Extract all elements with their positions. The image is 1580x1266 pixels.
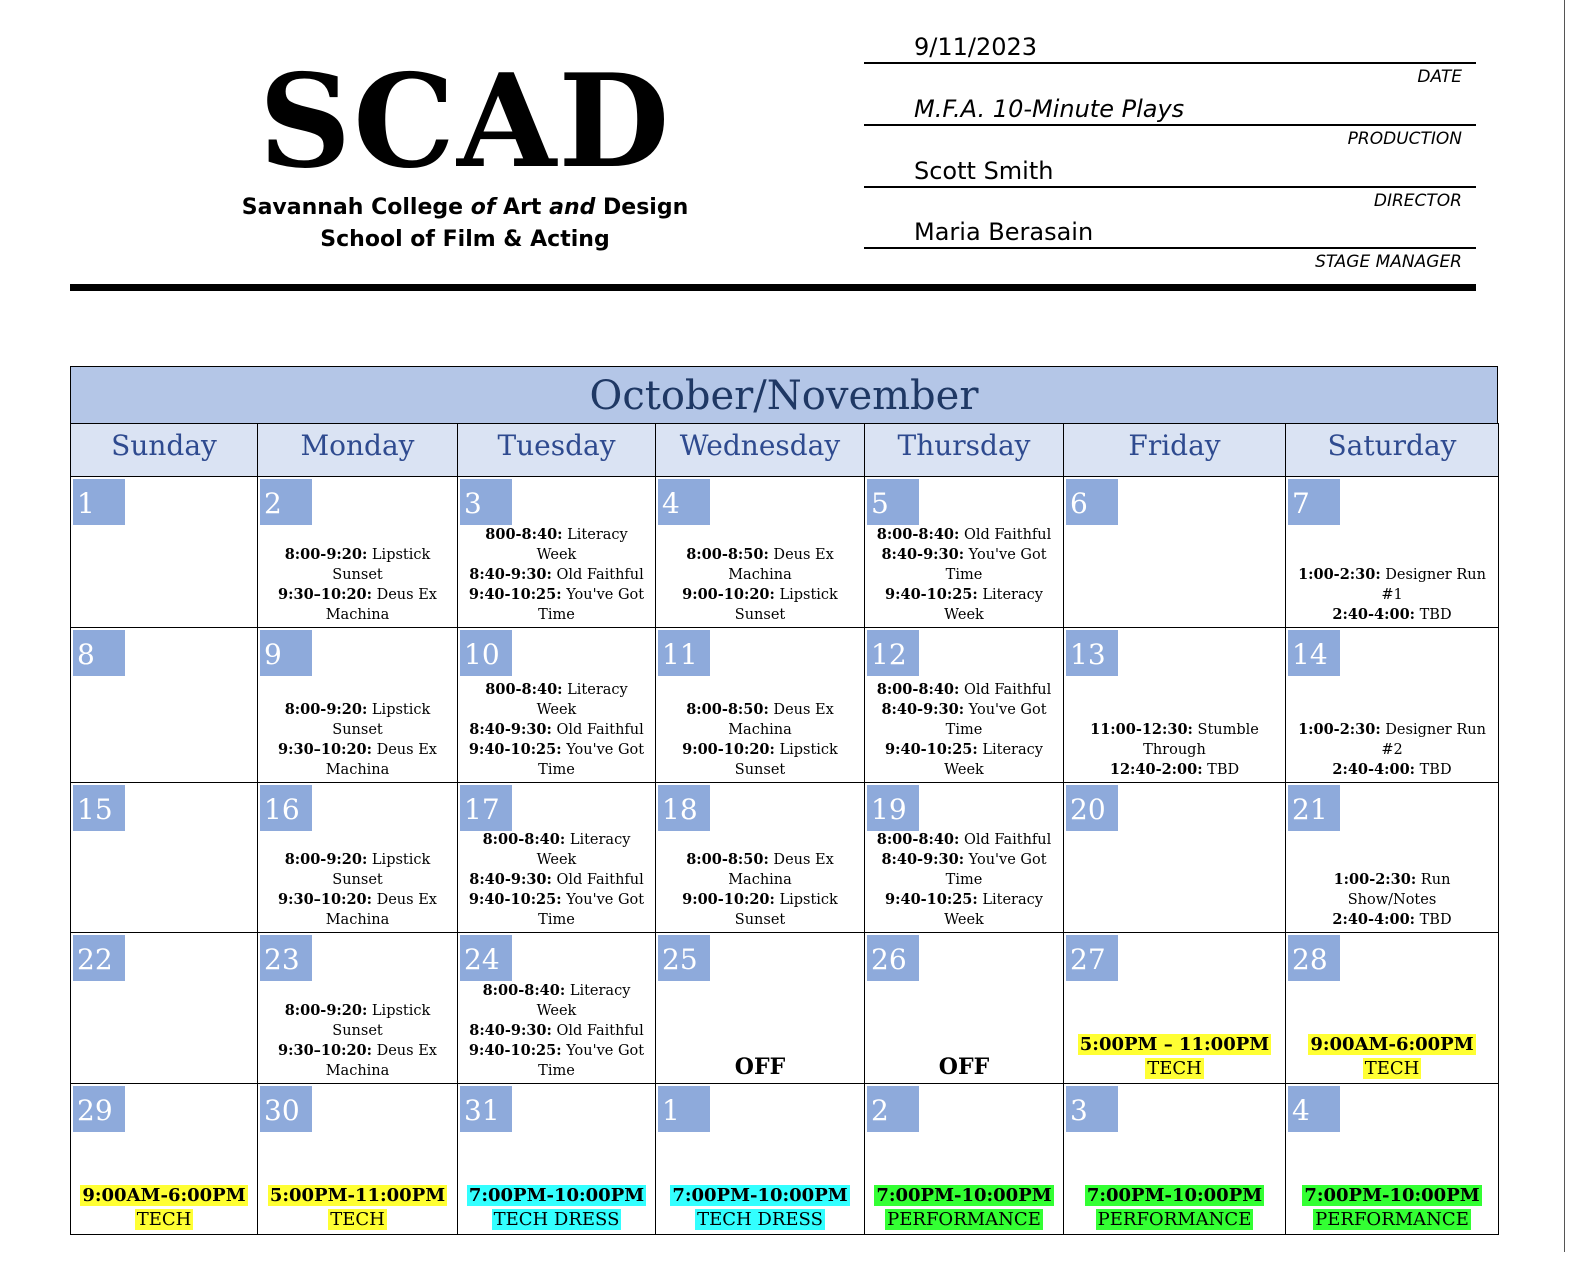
event-line — [464, 565, 649, 585]
highlight-label-text: TECH DRESS — [697, 1209, 823, 1230]
day-events — [1064, 1033, 1285, 1081]
event-title: You've Got Time — [538, 742, 645, 778]
highlight-label-text: TECH — [136, 1209, 192, 1230]
event-title: Deus Ex Machina — [325, 587, 437, 623]
calendar-day-cell[interactable] — [457, 1083, 656, 1235]
day-events — [258, 850, 457, 930]
calendar-day-cell[interactable] — [655, 476, 865, 628]
day-number: 3 — [1066, 1086, 1118, 1132]
day-number: 6 — [1066, 479, 1118, 525]
event-line — [662, 850, 858, 890]
event-line — [871, 700, 1057, 740]
calendar-day-cell[interactable] — [70, 782, 258, 933]
event-title: You've Got Time — [945, 852, 1047, 888]
event-title: TBD — [1415, 607, 1452, 623]
event-time: 11:00-12:30: — [1090, 721, 1193, 738]
highlight-time-text: 7:00PM-10:00PM — [876, 1185, 1052, 1206]
calendar-day-cell[interactable] — [457, 932, 656, 1084]
event-time: 8:40-9:30: — [881, 546, 965, 563]
event-time: 9:30–10:20: — [278, 586, 372, 603]
header-divider — [70, 284, 1476, 291]
calendar-day-cell[interactable] — [70, 627, 258, 783]
day-events — [865, 680, 1063, 780]
event-line — [1292, 720, 1492, 760]
event-title: Lipstick Sunset — [734, 742, 838, 778]
event-line — [871, 830, 1057, 850]
event-line — [264, 545, 451, 585]
event-line — [871, 585, 1057, 625]
highlight-time-text: 7:00PM-10:00PM — [1304, 1185, 1480, 1206]
event-time: 8:00-8:40: — [876, 681, 960, 698]
event-time: 1:00-2:30: — [1298, 566, 1381, 583]
event-time: 8:00-9:20: — [284, 851, 368, 868]
calendar-day-cell[interactable] — [864, 782, 1064, 933]
highlight-label-text: TECH DRESS — [493, 1209, 620, 1230]
event-title: Old Faithful — [959, 527, 1052, 543]
calendar-day-cell[interactable] — [1285, 1083, 1499, 1235]
calendar-day-cell[interactable] — [257, 627, 458, 783]
day-events — [656, 700, 864, 780]
event-title: You've Got Time — [538, 587, 645, 623]
event-line — [662, 545, 858, 585]
day-number: 15 — [73, 785, 125, 831]
calendar-day-cell[interactable] — [70, 1083, 258, 1235]
event-title: Literacy Week — [944, 587, 1043, 623]
day-number: 12 — [867, 630, 919, 676]
event-title: Literacy Week — [536, 983, 631, 1019]
highlighted-label — [1292, 1057, 1492, 1081]
day-events — [458, 981, 655, 1081]
event-line — [264, 585, 451, 625]
calendar-day-cell[interactable] — [457, 476, 656, 628]
event-title: Literacy Week — [944, 742, 1043, 778]
event-title: Lipstick Sunset — [332, 1003, 431, 1039]
event-line — [662, 740, 858, 780]
event-title: Designer Run #2 — [1380, 722, 1486, 758]
event-title: Deus Ex Machina — [325, 892, 437, 928]
event-title: Old Faithful — [551, 1023, 644, 1039]
highlighted-label — [1292, 1208, 1492, 1232]
stage-manager-field — [864, 217, 1476, 275]
day-events — [1286, 870, 1498, 930]
day-events — [458, 1184, 655, 1232]
day-events — [258, 1001, 457, 1081]
weekday-header: Tuesday — [457, 423, 656, 477]
calendar — [70, 366, 1498, 1266]
event-line — [264, 740, 451, 780]
calendar-day-cell[interactable] — [257, 1083, 458, 1235]
logo-text: and — [549, 195, 596, 220]
event-line — [464, 720, 649, 740]
event-title: Lipstick Sunset — [332, 702, 431, 738]
calendar-day-cell[interactable] — [457, 782, 656, 933]
weekday-header: Thursday — [864, 423, 1064, 477]
event-line — [662, 585, 858, 625]
logo-wordmark: SCAD — [258, 47, 672, 197]
event-line — [464, 1041, 649, 1081]
event-title: You've Got Time — [538, 892, 645, 928]
highlight-time-text: 9:00AM-6:00PM — [1310, 1034, 1474, 1055]
day-events — [458, 525, 655, 625]
calendar-day-cell[interactable] — [655, 1083, 865, 1235]
day-events — [656, 1184, 864, 1232]
event-title: Lipstick Sunset — [734, 892, 838, 928]
day-number: 11 — [658, 630, 710, 676]
event-title: Deus Ex Machina — [728, 547, 834, 583]
stage-manager-value: Maria Berasain — [914, 218, 1094, 246]
event-title: Old Faithful — [551, 872, 644, 888]
day-number: 17 — [460, 785, 512, 831]
highlight-time-text: 5:00PM – 11:00PM — [1079, 1034, 1270, 1055]
day-events — [656, 1053, 864, 1081]
event-title: TBD — [1415, 762, 1452, 778]
calendar-day-cell[interactable] — [864, 1083, 1064, 1235]
event-time: 8:00-8:40: — [482, 982, 566, 999]
highlight-label-text: PERFORMANCE — [1097, 1209, 1252, 1230]
highlight-label-text: PERFORMANCE — [1315, 1209, 1469, 1230]
highlighted-time — [77, 1184, 251, 1208]
day-events — [258, 1184, 457, 1232]
calendar-day-cell[interactable] — [1063, 782, 1286, 933]
highlight-label-text: TECH — [1364, 1058, 1420, 1079]
event-time: 9:40-10:25: — [468, 1042, 562, 1059]
day-events — [458, 830, 655, 930]
day-number: 16 — [260, 785, 312, 831]
event-title: Literacy Week — [536, 527, 628, 563]
director-label: DIRECTOR — [1373, 191, 1462, 211]
event-line — [1070, 760, 1279, 780]
calendar-day-cell[interactable] — [864, 476, 1064, 628]
logo-college-name — [230, 192, 700, 224]
highlighted-label — [871, 1208, 1057, 1232]
event-line — [464, 870, 649, 890]
event-line — [662, 700, 858, 740]
highlighted-label — [662, 1208, 858, 1232]
day-number: 27 — [1066, 935, 1118, 981]
event-title: Stumble Through — [1143, 722, 1259, 758]
day-events — [865, 1053, 1063, 1081]
calendar-day-cell[interactable] — [457, 627, 656, 783]
event-title: Deus Ex Machina — [728, 702, 834, 738]
event-title: Deus Ex Machina — [325, 742, 437, 778]
day-events — [1286, 1184, 1498, 1232]
day-number: 2 — [260, 479, 312, 525]
event-line — [464, 585, 649, 625]
event-line — [871, 545, 1057, 585]
highlight-time-text: 7:00PM-10:00PM — [1086, 1185, 1263, 1206]
event-line — [464, 830, 649, 870]
highlight-label-text: PERFORMANCE — [887, 1209, 1041, 1230]
day-events — [258, 545, 457, 625]
day-number: 18 — [658, 785, 710, 831]
calendar-day-cell[interactable] — [257, 476, 458, 628]
weekday-header: Wednesday — [655, 423, 865, 477]
day-events — [258, 700, 457, 780]
day-events — [656, 850, 864, 930]
logo-text: of — [470, 195, 496, 220]
day-number: 23 — [260, 935, 312, 981]
event-time: 2:40-4:00: — [1332, 606, 1416, 623]
weekday-header: Saturday — [1285, 423, 1499, 477]
event-title: You've Got Time — [945, 702, 1047, 738]
weekday-header: Monday — [257, 423, 458, 477]
event-line — [264, 1041, 451, 1081]
highlight-time-text: 9:00AM-6:00PM — [82, 1185, 246, 1206]
highlighted-time — [464, 1184, 649, 1208]
production-field — [864, 94, 1476, 152]
stage-manager-label: STAGE MANAGER — [1315, 252, 1462, 272]
event-line — [871, 525, 1057, 545]
day-number: 26 — [867, 935, 919, 981]
event-time: 12:40-2:00: — [1109, 761, 1203, 778]
calendar-day-cell[interactable] — [655, 627, 865, 783]
event-line — [1070, 720, 1279, 760]
event-time: 8:00-9:20: — [284, 1002, 368, 1019]
day-events — [1286, 720, 1498, 780]
day-number: 10 — [460, 630, 512, 676]
date-value: 9/11/2023 — [914, 33, 1038, 61]
event-title: You've Got Time — [538, 1043, 645, 1079]
production-label: PRODUCTION — [1347, 129, 1462, 149]
event-time: 8:00-9:20: — [284, 701, 368, 718]
calendar-day-cell[interactable] — [70, 932, 258, 1084]
date-label: DATE — [1417, 67, 1462, 87]
day-number: 25 — [658, 935, 710, 981]
day-events — [865, 830, 1063, 930]
day-number: 29 — [73, 1086, 125, 1132]
event-time: 8:40-9:30: — [469, 1022, 552, 1039]
event-time: 2:40-4:00: — [1332, 761, 1416, 778]
logo-text: Design — [595, 195, 689, 220]
event-line — [264, 890, 451, 930]
calendar-day-cell[interactable] — [1063, 476, 1286, 628]
event-time: 8:40-9:30: — [469, 566, 552, 583]
event-line — [264, 850, 451, 890]
event-time: 8:40-9:30: — [881, 701, 965, 718]
logo-text: Savannah College — [241, 195, 471, 220]
event-line — [871, 890, 1057, 930]
day-number: 9 — [260, 630, 312, 676]
calendar-day-cell[interactable] — [655, 782, 865, 933]
day-number: 2 — [867, 1086, 919, 1132]
calendar-day-cell[interactable] — [864, 627, 1064, 783]
event-title: Old Faithful — [551, 722, 644, 738]
calendar-day-cell[interactable] — [864, 932, 1064, 1084]
calendar-day-cell[interactable] — [257, 782, 458, 933]
calendar-day-cell[interactable] — [1063, 932, 1286, 1084]
day-number: 20 — [1066, 785, 1118, 831]
day-number: 30 — [260, 1086, 312, 1132]
calendar-day-cell[interactable] — [1285, 476, 1499, 628]
event-time: 8:00-8:50: — [686, 851, 769, 868]
day-events — [865, 525, 1063, 625]
day-events — [656, 545, 864, 625]
event-line — [464, 890, 649, 930]
event-time: 8:00-8:40: — [876, 831, 960, 848]
event-title: Literacy Week — [536, 682, 628, 718]
highlighted-label — [464, 1208, 649, 1232]
day-number: 1 — [658, 1086, 710, 1132]
event-time: 1:00-2:30: — [1298, 721, 1381, 738]
event-line — [871, 740, 1057, 780]
event-title: Old Faithful — [959, 682, 1052, 698]
calendar-day-cell[interactable] — [1063, 1083, 1286, 1235]
event-time: 9:00-10:20: — [682, 891, 775, 908]
page-edge-line — [1564, 0, 1565, 1252]
event-time: 8:00-8:40: — [482, 831, 566, 848]
weekday-header: Sunday — [70, 423, 258, 477]
off-label: OFF — [734, 1054, 786, 1080]
day-number: 21 — [1288, 785, 1340, 831]
event-title: Literacy Week — [944, 892, 1043, 928]
event-title: TBD — [1415, 912, 1452, 928]
day-number: 13 — [1066, 630, 1118, 676]
highlighted-time — [1070, 1184, 1279, 1208]
highlighted-time — [1292, 1033, 1492, 1057]
event-time: 9:40-10:25: — [885, 741, 978, 758]
event-title: Old Faithful — [959, 832, 1052, 848]
day-events — [1286, 1033, 1498, 1081]
day-number: 31 — [460, 1086, 512, 1132]
scad-logo — [230, 47, 700, 256]
day-number: 22 — [73, 935, 125, 981]
event-line — [464, 525, 649, 565]
event-line — [1292, 910, 1492, 930]
event-line — [871, 850, 1057, 890]
day-number: 19 — [867, 785, 919, 831]
calendar-day-cell[interactable] — [70, 476, 258, 628]
event-line — [464, 981, 649, 1021]
production-value: M.F.A. 10-Minute Plays — [914, 95, 1185, 123]
highlight-time-text: 5:00PM-11:00PM — [269, 1185, 446, 1206]
event-line — [1292, 760, 1492, 780]
highlighted-time — [871, 1184, 1057, 1208]
calendar-day-cell[interactable] — [1285, 782, 1499, 933]
event-line — [871, 680, 1057, 700]
event-title: You've Got Time — [945, 547, 1047, 583]
day-events — [458, 680, 655, 780]
event-title: Old Faithful — [551, 567, 644, 583]
event-line — [464, 1021, 649, 1041]
event-line — [1292, 870, 1492, 910]
event-line — [1292, 565, 1492, 605]
event-time: 9:30–10:20: — [278, 1042, 372, 1059]
day-number: 4 — [1288, 1086, 1340, 1132]
event-time: 9:40-10:25: — [468, 891, 562, 908]
event-time: 8:40-9:30: — [469, 721, 552, 738]
event-title: Lipstick Sunset — [332, 547, 431, 583]
date-field — [864, 32, 1476, 90]
event-title: Literacy Week — [536, 832, 631, 868]
day-number: 24 — [460, 935, 512, 981]
day-events — [1286, 565, 1498, 625]
logo-text: Art — [495, 195, 550, 220]
director-field — [864, 156, 1476, 214]
event-title: Deus Ex Machina — [728, 852, 834, 888]
highlighted-label — [77, 1208, 251, 1232]
event-time: 9:00-10:20: — [682, 586, 775, 603]
event-line — [264, 700, 451, 740]
event-title: Deus Ex Machina — [325, 1043, 437, 1079]
calendar-day-cell[interactable] — [257, 932, 458, 1084]
event-title: Run Show/Notes — [1347, 872, 1451, 908]
off-label: OFF — [938, 1054, 990, 1080]
event-time: 9:40-10:25: — [885, 586, 978, 603]
highlight-label-text: TECH — [1147, 1058, 1202, 1079]
day-number: 3 — [460, 479, 512, 525]
highlighted-time — [1292, 1184, 1492, 1208]
day-number: 14 — [1288, 630, 1340, 676]
calendar-day-cell[interactable] — [1285, 932, 1499, 1084]
event-time: 9:40-10:25: — [468, 586, 562, 603]
event-time: 800-8:40: — [485, 681, 563, 698]
day-events — [1064, 720, 1285, 780]
event-time: 8:00-8:50: — [686, 546, 769, 563]
event-title: Lipstick Sunset — [332, 852, 431, 888]
event-line — [662, 890, 858, 930]
day-events — [1064, 1184, 1285, 1232]
event-line — [1292, 605, 1492, 625]
calendar-day-cell[interactable] — [1063, 627, 1286, 783]
event-time: 8:00-8:40: — [876, 526, 960, 543]
event-time: 9:40-10:25: — [468, 741, 562, 758]
event-time: 2:40-4:00: — [1332, 911, 1416, 928]
event-time: 9:40-10:25: — [885, 891, 978, 908]
highlighted-label — [1070, 1057, 1279, 1081]
day-number: 28 — [1288, 935, 1340, 981]
weekday-header: Friday — [1063, 423, 1286, 477]
highlighted-time — [662, 1184, 858, 1208]
highlighted-label — [1070, 1208, 1279, 1232]
event-time: 9:30–10:20: — [278, 891, 372, 908]
highlight-time-text: 7:00PM-10:00PM — [672, 1185, 848, 1206]
day-number: 5 — [867, 479, 919, 525]
event-title: TBD — [1202, 762, 1240, 778]
event-title: Designer Run #1 — [1380, 567, 1486, 603]
day-number: 7 — [1288, 479, 1340, 525]
day-events — [71, 1184, 257, 1232]
day-number: 1 — [73, 479, 125, 525]
calendar-day-cell[interactable] — [655, 932, 865, 1084]
highlighted-label — [264, 1208, 451, 1232]
event-time: 8:00-8:50: — [686, 701, 769, 718]
event-line — [464, 680, 649, 720]
event-line — [264, 1001, 451, 1041]
event-time: 8:00-9:20: — [284, 546, 368, 563]
day-number: 8 — [73, 630, 125, 676]
calendar-day-cell[interactable] — [1285, 627, 1499, 783]
day-number: 4 — [658, 479, 710, 525]
director-value: Scott Smith — [914, 157, 1054, 185]
event-title: Lipstick Sunset — [734, 587, 838, 623]
event-line — [464, 740, 649, 780]
event-time: 8:40-9:30: — [469, 871, 552, 888]
highlighted-time — [264, 1184, 451, 1208]
highlight-label-text: TECH — [330, 1209, 385, 1230]
event-time: 1:00-2:30: — [1333, 871, 1417, 888]
event-time: 800-8:40: — [485, 526, 563, 543]
calendar-title: October/November — [70, 366, 1498, 424]
event-time: 9:00-10:20: — [682, 741, 775, 758]
day-events — [865, 1184, 1063, 1232]
logo-school-name: School of Film & Acting — [320, 227, 610, 252]
highlighted-time — [1070, 1033, 1279, 1057]
event-time: 9:30–10:20: — [278, 741, 372, 758]
event-time: 8:40-9:30: — [881, 851, 965, 868]
highlight-time-text: 7:00PM-10:00PM — [468, 1185, 645, 1206]
